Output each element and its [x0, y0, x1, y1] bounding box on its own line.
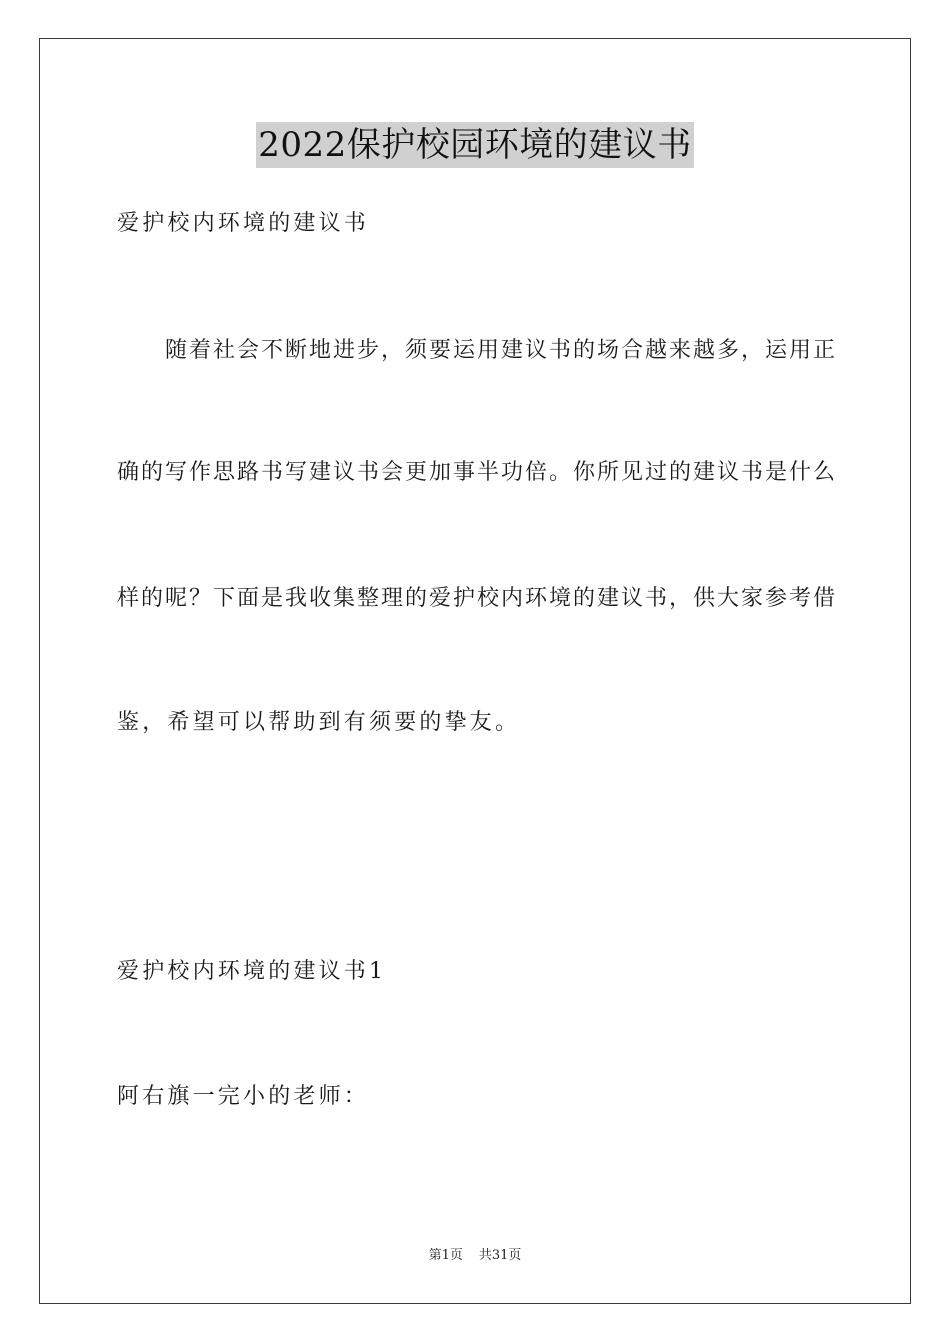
intro-line-4: 鉴，希望可以帮助到有须要的挚友。: [117, 710, 521, 735]
intro-line-3: 样的呢？下面是我收集整理的爱护校内环境的建议书，供大家参考借: [117, 586, 835, 611]
page-number: 第1页: [428, 1248, 463, 1263]
document-title: 2022保护校园环境的建议书: [256, 122, 694, 168]
page-total: 共31页: [478, 1248, 522, 1263]
intro-line-2: 确的写作思路书写建议书会更加事半功倍。你所见过的建议书是什么: [117, 460, 835, 485]
page-footer: [0, 1247, 950, 1265]
section-heading: 爱护校内环境的建议书1: [117, 959, 387, 984]
document-subtitle: 爱护校内环境的建议书: [117, 211, 370, 236]
intro-line-1: 随着社会不断地进步，须要运用建议书的场合越来越多，运用正: [165, 338, 835, 363]
title-container: [0, 122, 950, 168]
salutation: 阿右旗一完小的老师：: [117, 1084, 370, 1109]
